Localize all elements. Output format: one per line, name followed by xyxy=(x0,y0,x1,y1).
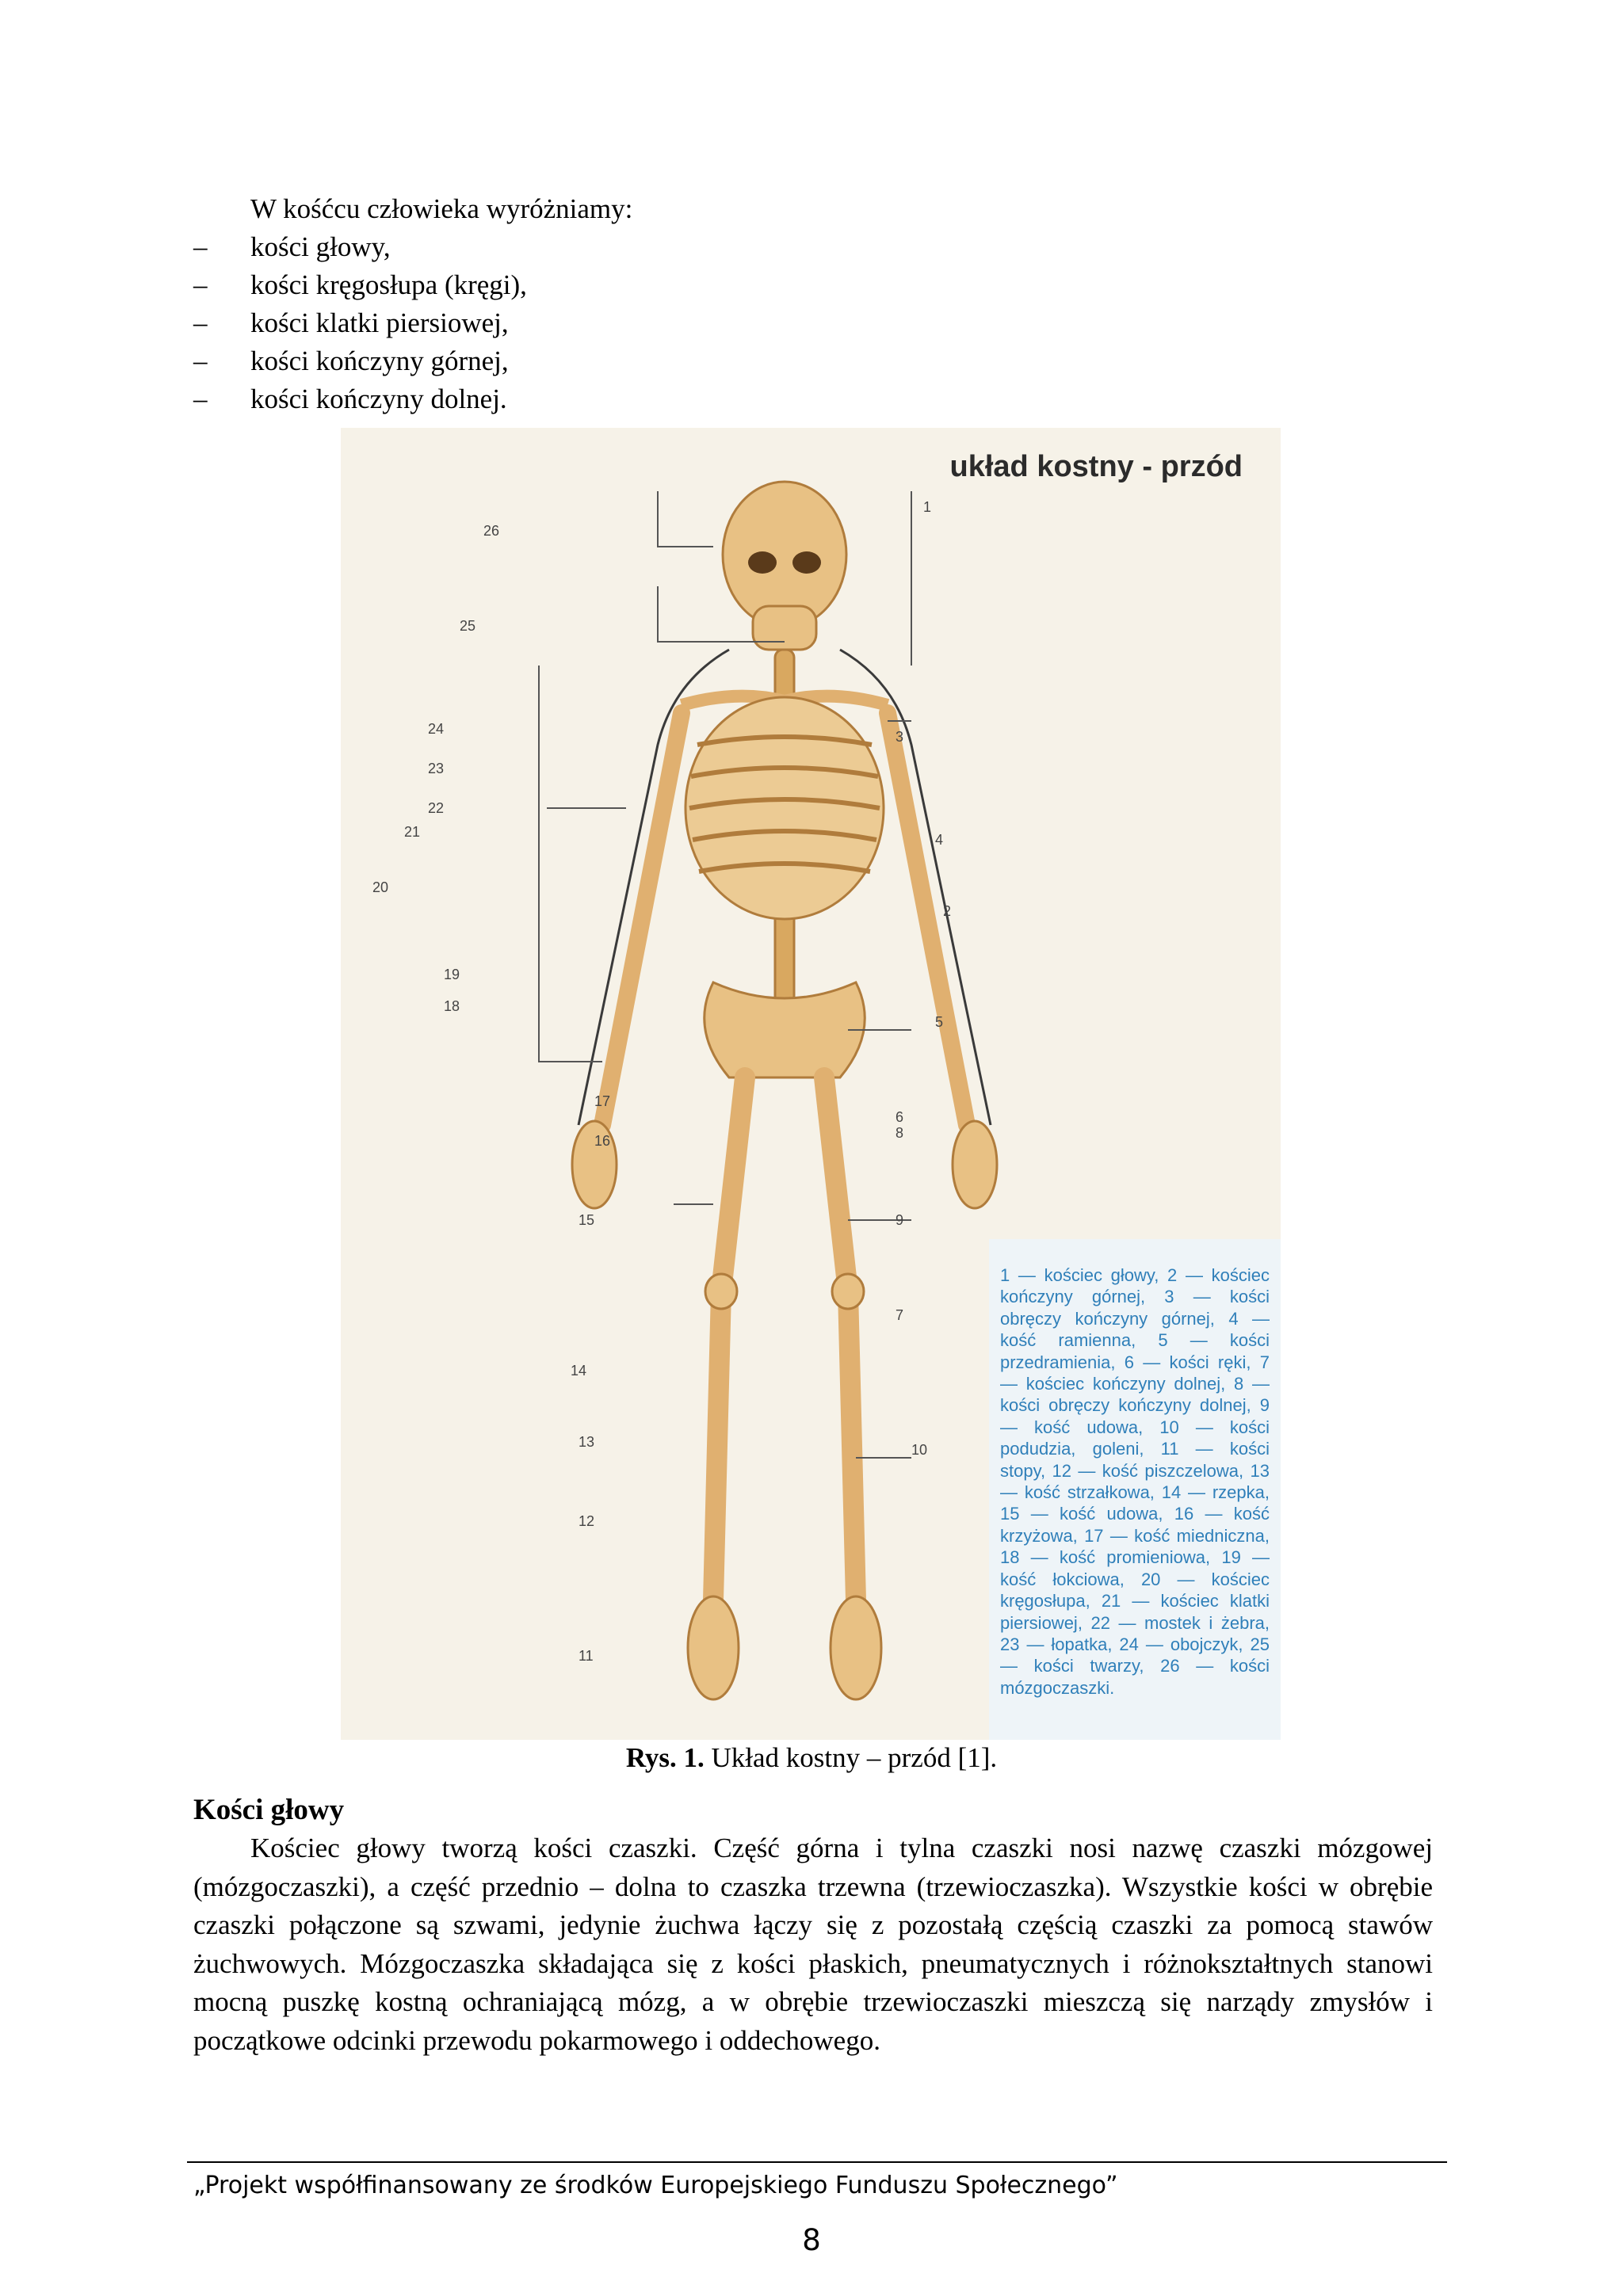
footer-rule xyxy=(187,2161,1447,2163)
jaw-shape xyxy=(753,606,816,650)
left-kneecap-shape xyxy=(705,1274,737,1309)
caption-text: Układ kostny – przód [1]. xyxy=(704,1742,998,1773)
figure-label: 19 xyxy=(444,967,460,982)
list-item xyxy=(193,342,527,380)
left-foot-shape xyxy=(688,1596,739,1699)
list-item xyxy=(193,380,527,418)
right-arm-shape xyxy=(888,713,967,1125)
list-item-text: kości klatki piersiowej, xyxy=(250,307,509,338)
eye-socket-right xyxy=(792,551,821,574)
figure-label: 13 xyxy=(579,1434,595,1450)
left-arm-shape xyxy=(602,713,682,1125)
figure-legend xyxy=(989,1239,1281,1740)
bullet-dash: – xyxy=(193,269,208,300)
right-foot-shape xyxy=(831,1596,881,1699)
bullet-dash: – xyxy=(193,307,208,338)
eye-socket-left xyxy=(748,551,777,574)
figure-label: 21 xyxy=(404,824,421,840)
figure-label: 18 xyxy=(444,998,460,1014)
figure-label: 20 xyxy=(372,879,389,895)
figure-label: 26 xyxy=(483,523,500,539)
figure-label: 15 xyxy=(579,1212,595,1228)
list-item-text: kości kręgosłupa (kręgi), xyxy=(250,269,527,300)
figure-label: 1 xyxy=(923,499,932,515)
figure-label: 2 xyxy=(943,903,952,919)
figure-label: 6 xyxy=(896,1109,904,1125)
ribcage-shape xyxy=(685,697,884,919)
figure-label: 14 xyxy=(571,1363,587,1379)
figure-caption xyxy=(0,1739,1623,1777)
list-item-text: kości kończyny dolnej. xyxy=(250,383,507,414)
figure-label: 24 xyxy=(428,721,445,737)
list-item-text: kości kończyny górnej, xyxy=(250,345,509,376)
figure-label: 8 xyxy=(896,1125,904,1141)
figure-title: układ kostny - przód xyxy=(949,450,1243,483)
figure-label: 12 xyxy=(579,1513,595,1529)
body-paragraph: Kościec głowy tworzą kości czaszki. Część górna i tylna czaszki nosi nazwę czaszki mózgowej (mózgoczaszki), a część przednio – dolna to czaszka trzewna (trzewioczaszka). Wszystkie kości w obrębie czaszki połączone są szwami, jedynie żuchwa łączy się z pozostałą częścią czaszki za pomocą stawów żuchwowych. Mózgoczaszka składająca się z kości płaskich, pneumatycznych i różnokształtnych stanowi mocną puszkę kostną ochraniającą mózg, a w obrębie trzewioczaszki mieszczą się narządy zmysłów i początkowe odcinki przewodu pokarmowego i oddechowego. xyxy=(193,1833,1433,2056)
bullet-dash: – xyxy=(193,231,208,262)
figure-label: 3 xyxy=(896,729,904,745)
bullet-dash: – xyxy=(193,345,208,376)
figure-label: 23 xyxy=(428,761,445,776)
section-heading: Kości głowy xyxy=(193,1794,345,1826)
intro-text: W kośćcu człowieka wyróżniamy: xyxy=(250,193,633,224)
skeleton-figure xyxy=(341,428,1281,1740)
page-number: 8 xyxy=(802,2223,821,2257)
list-item-text: kości głowy, xyxy=(250,231,391,262)
legend-text: 1 — kościec głowy, 2 — kościec kończyny górnej, 3 — kości obręczy kończyny górnej, 4 — kość ramienna, 5 — kości przedramienia, 6 — kości ręki, 7 — kościec kończyny dolnej, 8 — kości obręczy kończyny dolnej, 9 — kość udowa, 10 — kości podudzia, goleni, 11 — kości stopy, 12 — kość piszczelowa, 13 — kość strzałkowa, 14 — rzepka, 15 — kość udowa, 16 — kość krzyżowa, 17 — kość miedniczna, 18 — kość promieniowa, 19 — kość łokciowa, 20 — kościec kręgosłupa, 21 — kościec klatki piersiowej, 22 — mostek i żebra, 23 — łopatka, 24 — obojczyk, 25 — kości twarzy, 26 — kości mózgoczaszki. xyxy=(1000,1265,1270,1698)
figure-label: 7 xyxy=(896,1307,904,1323)
figure-label: 17 xyxy=(594,1093,611,1109)
caption-prefix: Rys. 1. xyxy=(625,1742,705,1773)
bullet-dash: – xyxy=(193,383,208,414)
figure-label: 25 xyxy=(460,618,476,634)
figure-label: 10 xyxy=(911,1442,928,1458)
right-hand-shape xyxy=(953,1121,997,1208)
right-leg-shape xyxy=(824,1077,856,1600)
figure-label: 5 xyxy=(935,1014,944,1030)
figure-label: 11 xyxy=(579,1648,594,1664)
footer-text: „Projekt współfinansowany ze środków Europejskiego Funduszu Społecznego” xyxy=(193,2172,1118,2199)
bone-groups-list xyxy=(193,228,527,418)
right-kneecap-shape xyxy=(832,1274,864,1309)
figure-label: 22 xyxy=(428,800,445,816)
list-item xyxy=(193,266,527,304)
figure-label: 16 xyxy=(594,1133,611,1149)
figure-label: 9 xyxy=(896,1212,904,1228)
list-item xyxy=(193,304,527,342)
list-item xyxy=(193,228,527,266)
left-leg-shape xyxy=(713,1077,745,1600)
figure-label: 4 xyxy=(935,832,944,848)
